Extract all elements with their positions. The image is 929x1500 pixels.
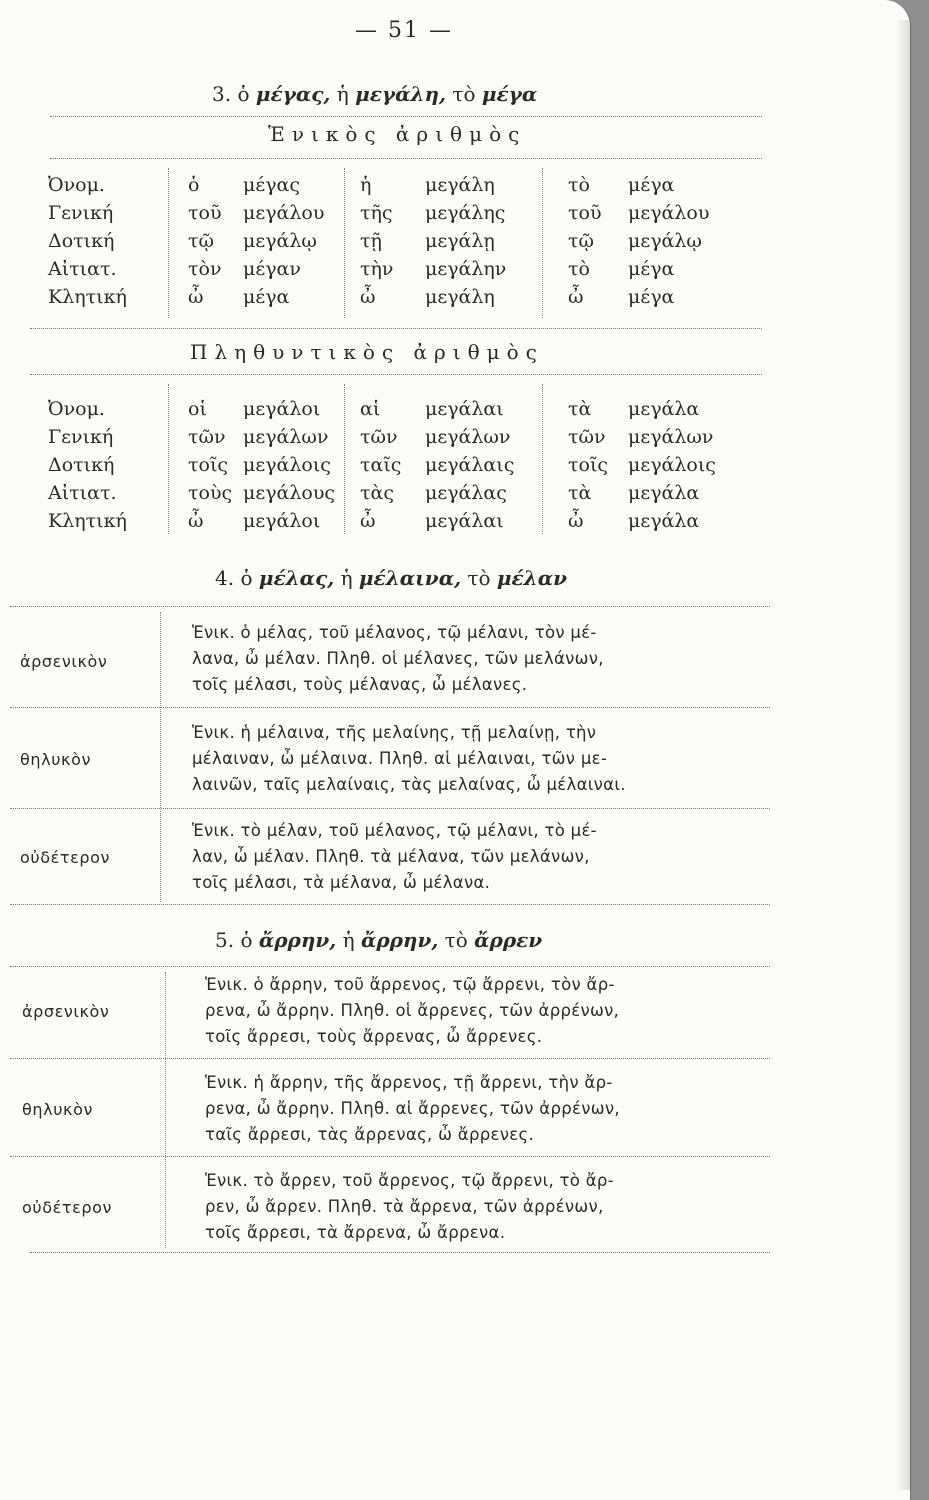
article-cell: τὴν (360, 258, 394, 280)
paradigm-feminine (192, 720, 752, 798)
adjective-neut: μέγα (481, 82, 538, 106)
paradigm-line: μέλαιναν, ὦ μέλαινα. Πληθ. αἱ μέλαιναι, τῶν με- (192, 749, 608, 768)
adjective-cell: μέγας (243, 174, 301, 196)
paradigm-line: τοῖς μέλασι, τὰ μέλανα, ὦ μέλανα. (192, 873, 491, 892)
section-number: 3. (212, 82, 232, 106)
article-neut: τὸ (467, 566, 491, 590)
page-edge-shadow (898, 20, 910, 1490)
article-cell: ὦ (568, 286, 584, 308)
section-number: 4. (215, 566, 235, 590)
article-cell: τὰ (568, 482, 592, 504)
divider (50, 116, 762, 117)
article-cell: ὦ (360, 510, 376, 532)
article-cell: τὰ (568, 398, 592, 420)
section-number: 5. (215, 928, 235, 952)
adjective-cell: μεγάλη (425, 174, 495, 196)
article-cell: τοῦ (188, 202, 222, 224)
article-fem: ἡ (336, 82, 349, 106)
column-rule (168, 168, 169, 318)
gender-label-neuter: οὐδέτερον (22, 1198, 113, 1217)
case-label: Δοτική (48, 454, 115, 476)
paradigm-line: Ἑνικ. ἡ ἄρρην, τῆς ἄρρενος, τῇ ἄρρενι, τὴν ἄρ- (205, 1073, 613, 1092)
adjective-cell: μεγάλη (425, 286, 495, 308)
adjective-cell: μεγάλα (628, 482, 700, 504)
article-fem: ἡ (342, 928, 355, 952)
article-cell: τὸ (568, 258, 590, 280)
article-masc: ὁ (240, 928, 253, 952)
case-label: Αἰτιατ. (48, 482, 117, 504)
paradigm-line: τοῖς ἄρρεσι, τοὺς ἄρρενας, ὦ ἄρρενες. (205, 1027, 543, 1046)
adjective-cell: μεγάλων (425, 426, 511, 448)
divider (30, 328, 762, 329)
singular-number-label: Ἑνικὸς ἀριθμὸς (268, 122, 527, 146)
adjective-cell: μεγάλην (425, 258, 507, 280)
paradigm-line: ρενα, ὦ ἄρρην. Πληθ. οἱ ἄρρενες, τῶν ἀρρένων, (205, 1001, 620, 1020)
article-cell: τοὺς (188, 482, 233, 504)
divider (10, 606, 770, 607)
paradigm-line: λαινῶν, ταῖς μελαίναις, τὰς μελαίνας, ὦ μέλαιναι. (192, 775, 626, 794)
divider (50, 158, 762, 159)
section-5-heading (215, 928, 542, 952)
section-3-heading (212, 82, 537, 106)
article-cell: ὁ (188, 174, 200, 196)
adjective-cell: μεγάλαι (425, 398, 504, 420)
page-number: — 51 — (355, 18, 453, 43)
plural-number-label: Πληθυντικὸς ἀριθμὸς (190, 340, 544, 364)
column-rule (165, 972, 166, 1248)
adjective-neut: μέλαν (496, 566, 567, 590)
case-label: Γενική (48, 426, 114, 448)
paradigm-feminine (205, 1070, 765, 1148)
adjective-cell: μεγάλων (243, 426, 329, 448)
article-cell: τῆς (360, 202, 393, 224)
article-cell: ταῖς (360, 454, 402, 476)
column-rule (160, 612, 161, 902)
adjective-fem: μεγάλη, (355, 82, 447, 106)
adjective-cell: μεγάλῃ (425, 230, 495, 252)
divider (10, 1156, 770, 1157)
column-rule (344, 168, 345, 318)
case-label: Κλητική (48, 510, 127, 532)
adjective-cell: μεγάλων (628, 426, 714, 448)
article-cell: ὦ (188, 286, 204, 308)
article-neut: τὸ (444, 928, 468, 952)
gender-label-feminine: θηλυκὸν (22, 1100, 94, 1119)
adjective-cell: μεγάλης (425, 202, 506, 224)
divider (30, 1252, 770, 1253)
article-cell: τῷ (188, 230, 215, 252)
paradigm-line: τοῖς ἄρρεσι, τὰ ἄρρενα, ὦ ἄρρενα. (205, 1223, 506, 1242)
article-cell: τοῖς (188, 454, 229, 476)
adjective-cell: μέγα (243, 286, 290, 308)
case-label: Ὀνομ. (48, 398, 105, 420)
article-cell: τῇ (360, 230, 382, 252)
article-cell: τῶν (188, 426, 226, 448)
divider (10, 1058, 770, 1059)
column-rule (168, 384, 169, 534)
article-cell: τῷ (568, 230, 595, 252)
gender-label-masculine: ἀρσενικὸν (22, 1002, 110, 1021)
paradigm-masculine (205, 972, 765, 1050)
adjective-masc: ἄρρην, (258, 928, 337, 952)
paradigm-line: Ἑνικ. ὁ ἄρρην, τοῦ ἄρρενος, τῷ ἄρρενι, τὸν ἄρ- (205, 975, 615, 994)
divider (10, 707, 770, 708)
adjective-cell: μέγα (628, 174, 675, 196)
article-cell: τοῦ (568, 202, 602, 224)
adjective-cell: μεγάλαι (425, 510, 504, 532)
column-rule (542, 384, 543, 534)
adjective-neut: ἄρρεν (474, 928, 543, 952)
adjective-cell: μεγάλας (425, 482, 507, 504)
case-label: Δοτική (48, 230, 115, 252)
article-cell: αἱ (360, 398, 381, 420)
section-4-heading (215, 566, 567, 590)
adjective-cell: μεγάλα (628, 510, 700, 532)
divider (10, 808, 770, 809)
adjective-cell: μεγάλα (628, 398, 700, 420)
case-label: Αἰτιατ. (48, 258, 117, 280)
article-cell: τὸ (568, 174, 590, 196)
article-masc: ὁ (240, 566, 253, 590)
divider (10, 966, 770, 967)
adjective-fem: ἄρρην, (360, 928, 439, 952)
adjective-masc: μέγας, (255, 82, 331, 106)
article-cell: οἱ (188, 398, 207, 420)
article-fem: ἡ (340, 566, 353, 590)
article-neut: τὸ (452, 82, 476, 106)
divider (30, 374, 762, 375)
column-rule (542, 168, 543, 318)
paradigm-line: Ἑνικ. τὸ ἄρρεν, τοῦ ἄρρενος, τῷ ἄρρενι, τὸ ἄρ- (205, 1171, 614, 1190)
article-cell: ὦ (360, 286, 376, 308)
paradigm-masculine (192, 620, 752, 698)
adjective-cell: μεγάλοις (628, 454, 716, 476)
article-cell: ὦ (188, 510, 204, 532)
paradigm-line: τοῖς μέλασι, τοὺς μέλανας, ὦ μέλανες. (192, 675, 528, 694)
adjective-cell: μεγάλους (243, 482, 336, 504)
adjective-cell: μεγάλοις (243, 454, 331, 476)
adjective-masc: μέλας, (258, 566, 335, 590)
article-cell: τῶν (568, 426, 606, 448)
paradigm-line: ρεν, ὦ ἄρρεν. Πληθ. τὰ ἄρρενα, τῶν ἀρρένων, (205, 1197, 604, 1216)
case-label: Κλητική (48, 286, 127, 308)
case-label: Γενική (48, 202, 114, 224)
paradigm-line: Ἑνικ. ἡ μέλαινα, τῆς μελαίνης, τῇ μελαίνῃ, τὴν (192, 723, 597, 742)
adjective-cell: μέγα (628, 258, 675, 280)
paradigm-line: λανα, ὦ μέλαν. Πληθ. οἱ μέλανες, τῶν μελάνων, (192, 649, 604, 668)
adjective-cell: μεγάλῳ (243, 230, 317, 252)
paradigm-line: Ἑνικ. ὁ μέλας, τοῦ μέλανος, τῷ μέλανι, τὸν μέ- (192, 623, 597, 642)
adjective-cell: μεγάλου (628, 202, 710, 224)
adjective-cell: μεγάλῳ (628, 230, 702, 252)
article-cell: τὰς (360, 482, 394, 504)
divider (10, 904, 770, 905)
adjective-cell: μέγαν (243, 258, 301, 280)
gender-label-neuter: οὐδέτερον (20, 848, 111, 867)
article-cell: ὦ (568, 510, 584, 532)
article-cell: τοῖς (568, 454, 609, 476)
paradigm-line: ταῖς ἄρρεσι, τὰς ἄρρενας, ὦ ἄρρενες. (205, 1125, 535, 1144)
adjective-cell: μεγάλαις (425, 454, 515, 476)
column-rule (344, 384, 345, 534)
paradigm-line: λαν, ὦ μέλαν. Πληθ. τὰ μέλανα, τῶν μελάνων, (192, 847, 590, 866)
adjective-fem: μέλαινα, (358, 566, 462, 590)
gender-label-masculine: ἀρσενικὸν (20, 652, 108, 671)
article-masc: ὁ (237, 82, 250, 106)
article-cell: τὸν (188, 258, 222, 280)
case-label: Ὀνομ. (48, 174, 105, 196)
paradigm-line: ρενα, ὦ ἄρρην. Πληθ. αἱ ἄρρενες, τῶν ἀρρένων, (205, 1099, 620, 1118)
adjective-cell: μεγάλοι (243, 398, 321, 420)
paradigm-neuter (205, 1168, 765, 1246)
article-cell: τῶν (360, 426, 398, 448)
article-cell: ἡ (360, 174, 372, 196)
adjective-cell: μεγάλοι (243, 510, 321, 532)
paradigm-neuter (192, 818, 752, 896)
paradigm-line: Ἑνικ. τὸ μέλαν, τοῦ μέλανος, τῷ μέλανι, τὸ μέ- (192, 821, 597, 840)
adjective-cell: μεγάλου (243, 202, 325, 224)
gender-label-feminine: θηλυκὸν (20, 750, 92, 769)
adjective-cell: μέγα (628, 286, 675, 308)
